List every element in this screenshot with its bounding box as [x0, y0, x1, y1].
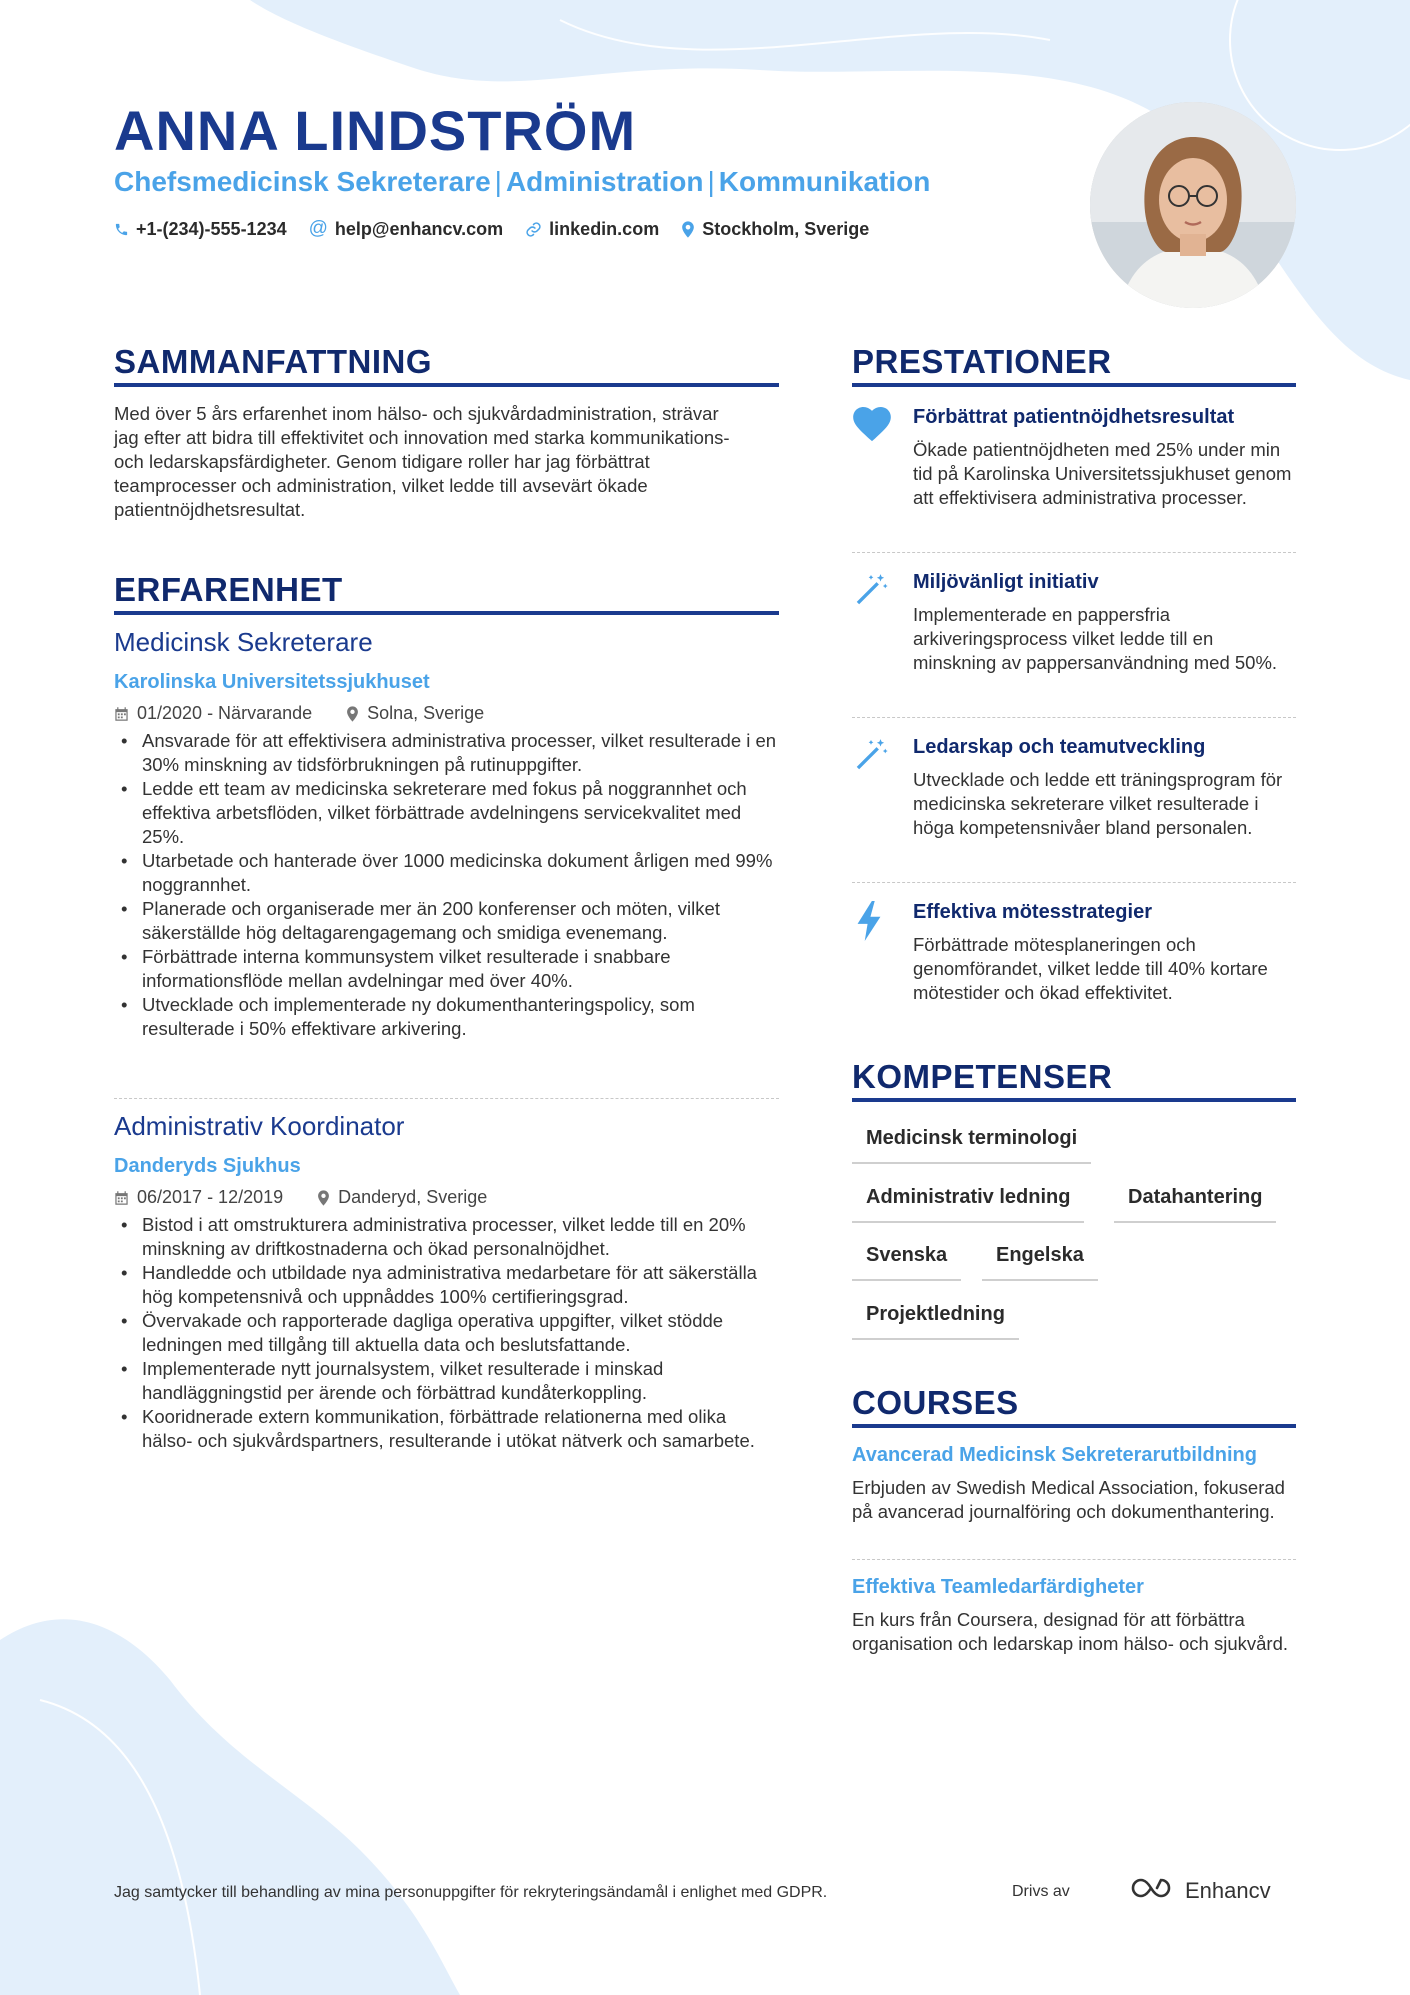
list-item: • Förbättrade interna kommunsystem vilket resulterade i snabbare informationsflöde mellan avdelningar med över 40%.: [114, 945, 779, 993]
contact-phone[interactable]: [114, 218, 287, 240]
experience-divider: [114, 611, 779, 615]
title-part: Chefsmedicinsk Sekreterare: [114, 166, 491, 197]
course-description: En kurs från Coursera, designad för att förbättra organisation och ledarskap inom hälso- och sjukvård.: [852, 1609, 1289, 1654]
job-title: Administrativ Koordinator: [114, 1111, 405, 1141]
course-item: [852, 1444, 1296, 1524]
course-title: Avancerad Medicinsk Sekreterarutbildning: [852, 1444, 1257, 1466]
location-pin-icon: [681, 221, 695, 238]
job-company: Karolinska Universitetssjukhuset: [114, 671, 430, 693]
contact-email[interactable]: [309, 218, 504, 240]
list-item: • Kooridnerade extern kommunikation, förbättrade relationerna med olika hälso- och sjukvårdspartners, resulterande i utökat nätverk och samarbete.: [114, 1405, 779, 1453]
contact-location: [681, 218, 869, 240]
job-entry: [114, 1111, 779, 1453]
job-entry: [114, 627, 779, 1041]
enhancv-logo[interactable]: [1131, 1876, 1271, 1906]
job-location-text: Solna, Sverige: [367, 703, 485, 723]
achievement-description: Ökade patientnöjdheten med 25% under min tid på Karolinska Universitetssjukhuset genom att effektivisera administrativa processer.: [913, 439, 1292, 508]
skill-tag: Administrativ ledning: [852, 1186, 1084, 1223]
job-bullets: [114, 1213, 779, 1453]
experience-heading: ERFARENHET: [114, 571, 343, 608]
at-icon: @: [308, 218, 328, 239]
achievement-item: [852, 901, 1296, 1005]
job-company: Danderyds Sjukhus: [114, 1155, 301, 1177]
list-item: • Implementerade nytt journalsystem, vilket resulterade i minskad handläggningstid per ärende och förbättrad kundåterkoppling.: [114, 1357, 779, 1405]
skill-tag: Medicinsk terminologi: [852, 1127, 1091, 1164]
phone-text: +1-(234)-555-1234: [136, 218, 287, 239]
infinity-logo-icon: [1131, 1876, 1177, 1906]
achievement-separator: [852, 882, 1296, 883]
job-bullets: [114, 729, 779, 1041]
heart-icon: [852, 406, 892, 446]
achievement-description: Förbättrade mötesplaneringen och genomförandet, vilket ledde till 40% kortare mötestider och ökad effektivitet.: [913, 934, 1268, 1003]
lightning-icon: [852, 901, 892, 941]
achievement-description: Implementerade en pappersfria arkiveringsprocess vilket ledde till en minskning av pappersanvändning med 50%.: [913, 604, 1278, 673]
list-item: • Bistod i att omstrukturera administrativa processer, vilket ledde till en 20% minskning av driftkostnaderna och ökad personalnöjdhet.: [114, 1213, 779, 1261]
list-item: • Övervakade och rapporterade dagliga operativa uppgifter, vilket stödde ledningen med tillgång till aktuella data och beslutsfattande.: [114, 1309, 779, 1357]
brand-name: Enhancv: [1185, 1878, 1271, 1903]
achievements-divider: [852, 383, 1296, 387]
list-item: • Ansvarade för att effektivisera administrativa processer, vilket resulterade i en 30% minskning av tidsförbrukningen på rutinuppgifter.: [114, 729, 779, 777]
achievement-title: Förbättrat patientnöjdhetsresultat: [913, 406, 1235, 428]
phone-icon: [114, 222, 129, 237]
magic-wand-icon: [852, 571, 892, 611]
skill-tag: Engelska: [982, 1244, 1098, 1281]
skills-divider: [852, 1098, 1296, 1102]
job-dates: [114, 1187, 283, 1208]
achievement-item: [852, 736, 1296, 840]
achievement-separator: [852, 552, 1296, 553]
course-separator: [852, 1559, 1296, 1560]
magic-wand-icon: [852, 736, 892, 776]
list-item: • Utvecklade och implementerade ny dokumenthanteringspolicy, som resulterade i 50% effektivare arkivering.: [114, 993, 779, 1041]
course-item: [852, 1576, 1296, 1656]
job-dates-text: 01/2020 - Närvarande: [137, 703, 313, 723]
job-title: Medicinsk Sekreterare: [114, 627, 373, 657]
title-separator: |: [707, 166, 715, 197]
email-text: help@enhancv.com: [334, 218, 504, 239]
job-separator: [114, 1098, 779, 1099]
gdpr-consent: Jag samtycker till behandling av mina personuppgifter för rekryteringsändamål i enlighet med GDPR.: [114, 1884, 828, 1901]
achievement-title: Miljövänligt initiativ: [913, 571, 1099, 593]
course-title: Effektiva Teamledarfärdigheter: [852, 1576, 1144, 1598]
powered-by-label: Drivs av: [1012, 1883, 1070, 1900]
list-item: • Handledde och utbildade nya administrativa medarbetare för att säkerställa hög kompetensnivå och uppnåddes 100% certifieringsgrad.: [114, 1261, 779, 1309]
location-pin-icon: [346, 706, 359, 722]
job-meta: [114, 703, 779, 724]
calendar-icon: [114, 1190, 129, 1206]
job-meta: [114, 1187, 779, 1208]
job-dates: [114, 703, 312, 724]
job-location: [317, 1187, 487, 1208]
courses-divider: [852, 1424, 1296, 1428]
summary-text: Med över 5 års erfarenhet inom hälso- och sjukvårdadministration, strävar jag efter att bidra till effektivitet och innovation med starka kommunikations- och ledarskapsfärdigheter. Genom tidigare roller har jag förbättrat teamprocesser och administration, vilket ledde till avsevärt ökade patientnöjdhetsresultat.: [114, 403, 730, 520]
calendar-icon: [114, 706, 129, 722]
achievement-separator: [852, 717, 1296, 718]
job-location-text: Danderyd, Sverige: [338, 1187, 488, 1207]
summary-heading: SAMMANFATTNING: [114, 343, 433, 380]
list-item: • Utarbetade och hanterade över 1000 medicinska dokument årligen med 99% noggrannhet.: [114, 849, 779, 897]
achievement-description: Utvecklade och ledde ett träningsprogram för medicinska sekreterare vilket resulterade i höga kompetensnivåer bland personalen.: [913, 769, 1283, 838]
achievement-item: [852, 406, 1296, 510]
achievements-heading: PRESTATIONER: [852, 343, 1112, 380]
candidate-title: [114, 166, 930, 198]
title-part: Kommunikation: [718, 166, 931, 197]
title-part: Administration: [505, 166, 704, 197]
job-location: [346, 703, 484, 724]
achievement-item: [852, 571, 1296, 675]
title-separator: |: [494, 166, 502, 197]
summary-divider: [114, 383, 779, 387]
contact-linkedin[interactable]: [525, 218, 659, 240]
skill-tag: Projektledning: [852, 1303, 1019, 1340]
profile-photo: [1090, 102, 1296, 308]
achievement-title: Ledarskap och teamutveckling: [913, 736, 1206, 758]
skills-heading: KOMPETENSER: [852, 1058, 1113, 1095]
location-pin-icon: [317, 1190, 330, 1206]
job-dates-text: 06/2017 - 12/2019: [137, 1187, 284, 1207]
skill-tag: Datahantering: [1114, 1186, 1276, 1223]
list-item: • Planerade och organiserade mer än 200 konferenser och möten, vilket säkerställde hög deltagarengagemang och smidiga evenemang.: [114, 897, 779, 945]
achievement-title: Effektiva mötesstrategier: [913, 901, 1152, 923]
course-description: Erbjuden av Swedish Medical Association, fokuserad på avancerad journalföring och dokumenthantering.: [852, 1477, 1285, 1522]
location-text: Stockholm, Sverige: [702, 218, 870, 239]
skill-tag: Svenska: [852, 1244, 961, 1281]
link-icon: [525, 221, 542, 238]
linkedin-text: linkedin.com: [549, 218, 660, 239]
candidate-name: ANNA LINDSTRÖM: [114, 99, 637, 162]
courses-heading: COURSES: [852, 1384, 1019, 1421]
list-item: • Ledde ett team av medicinska sekreterare med fokus på noggrannhet och effektiva arbetsflöden, vilket förbättrade avdelningens servicekvalitet med 25%.: [114, 777, 779, 849]
contact-list: [114, 218, 869, 240]
